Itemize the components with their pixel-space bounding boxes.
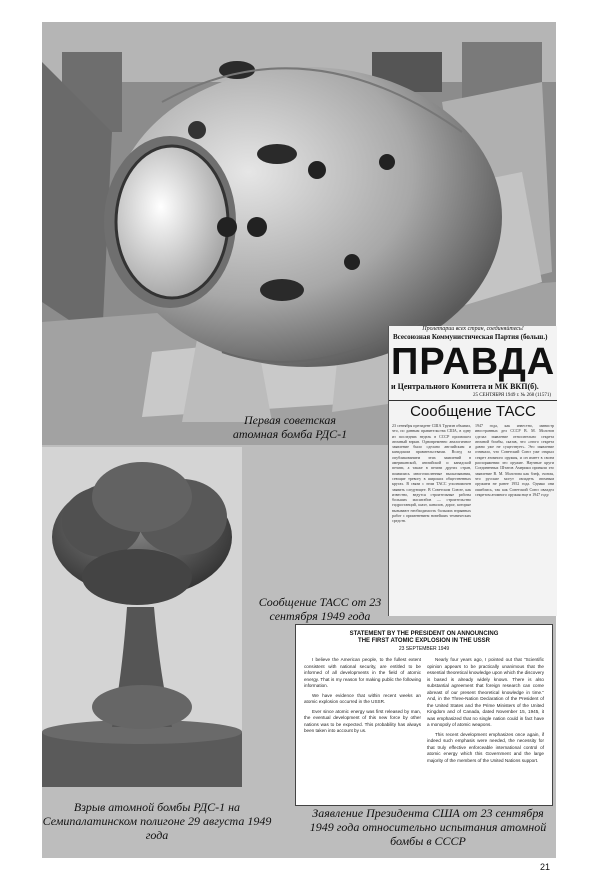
pravda-columns xyxy=(389,423,557,616)
statement-paragraph: I believe the American people, to the fullest extent consistent with national security, are entitled to be informed of all developments in the field of atomic energy. That is my reason for making public the following information. xyxy=(304,657,421,688)
pravda-party: Всесоюзная Коммунистическая Партия (больш.) xyxy=(393,333,548,341)
mushroom-cloud-photo xyxy=(42,447,242,787)
caption-explosion: Взрыв атомной бомбы РДС-1 на Семипалатинском полигоне 29 августа 1949 года xyxy=(42,800,272,842)
statement-paragraph: We have evidence that within recent weeks an atomic explosion occurred in the USSR. xyxy=(304,692,421,704)
pravda-slogan: Пролетарии всех стран, соединяйтесь! xyxy=(422,326,524,332)
truman-statement-document xyxy=(295,624,553,806)
page-number: 21 xyxy=(540,862,551,872)
pravda-column-1: 23 сентября президент США Трумэн объявил, что, по данным правительства США, в одну из последних недель в СССР произошел атомный взрыв. Одновременно аналогичное заявление было сделано английским и канадским правительствами. Вслед за опубликованием этих заявлений в американской, английской и канадской печати, а также в печати других стран, появились многочисленные высказывания, сеющие тревогу в широких общественных кругах. В связи с этим ТАСС уполномочен заявить следующее. В Советском Союзе, как известно, ведутся строительные работы больших масштабов — строительство гидростанций, шахт, каналов, дорог, которые вызывают необходимость больших взрывных работ с применением новейших технических средств. xyxy=(392,423,471,524)
pravda-headline: Сообщение ТАСС xyxy=(410,403,536,420)
statement-date: 23 SEPTEMBER 1949 xyxy=(398,646,450,652)
statement-column-1 xyxy=(304,657,421,767)
statement-column-2 xyxy=(427,657,544,767)
caption-bomb: Первая советская атомная бомба РДС-1 xyxy=(232,413,348,441)
caption-tass: Сообщение ТАСС от 23 сентября 1949 года xyxy=(258,595,382,623)
pravda-organ: и Центрального Комитета и МК ВКП(б). xyxy=(391,382,539,391)
pravda-date: 25 СЕНТЯБРЯ 1949 г. № 268 (11571) xyxy=(389,392,557,401)
caption-statement: Заявление Президента США от 23 сентября 1949 года относительно испытания атомной бомбы в СССР xyxy=(309,806,547,848)
statement-paragraph: This recent development emphasizes once again, if indeed such emphasis were needed, the necessity for that truly effective enforceable international control of atomic energy which this Government and the large majority of the members of the United Nations support. xyxy=(427,731,544,763)
statement-paragraph: Ever since atomic energy was first released by man, the eventual development of this new force by other nations was to be expected. This probability has always been taken into account by us. xyxy=(304,708,421,733)
pravda-newspaper-clipping xyxy=(388,326,557,616)
statement-title-line1: STATEMENT BY THE PRESIDENT ON ANNOUNCING xyxy=(349,631,499,637)
pravda-masthead: ПРАВДА xyxy=(391,341,556,383)
statement-title-line2: THE FIRST ATOMIC EXPLOSION IN THE USSR xyxy=(358,638,490,644)
pravda-column-2: 1947 года, как известно, министр иностранных дел СССР В. М. Молотов сделал заявление относительно секрета атомной бомбы, сказав, что «этого секрета давно уже не существует». Это заявление означало, что Советский Союз уже открыл секрет атомного оружия, и он имеет в своем распоряжении это оружие. Научные круги Соединенных Штатов Америки приняли это заявление В. М. Молотова как блеф, считая, что русские могут овладеть атомным оружием не ранее 1952 года. Однако они ошиблись, так как Советский Союз овладел секретом атомного оружия еще в 1947 году. xyxy=(475,423,554,497)
statement-paragraph: Nearly four years ago, I pointed out that "Scientific opinion appears to be practically unanimous that the essential theoretical knowledge upon which the discovery is based is already widely known. There is also substantial agreement that foreign research can come abreast of our present theoretical knowledge in time." And, in the Three-Nation Declaration of the President of the United States and the Prime Ministers of the United Kingdom and of Canada, dated November 15, 1945, it was emphasized that no single nation could in fact have a monopoly of atomic weapons. xyxy=(427,657,544,727)
